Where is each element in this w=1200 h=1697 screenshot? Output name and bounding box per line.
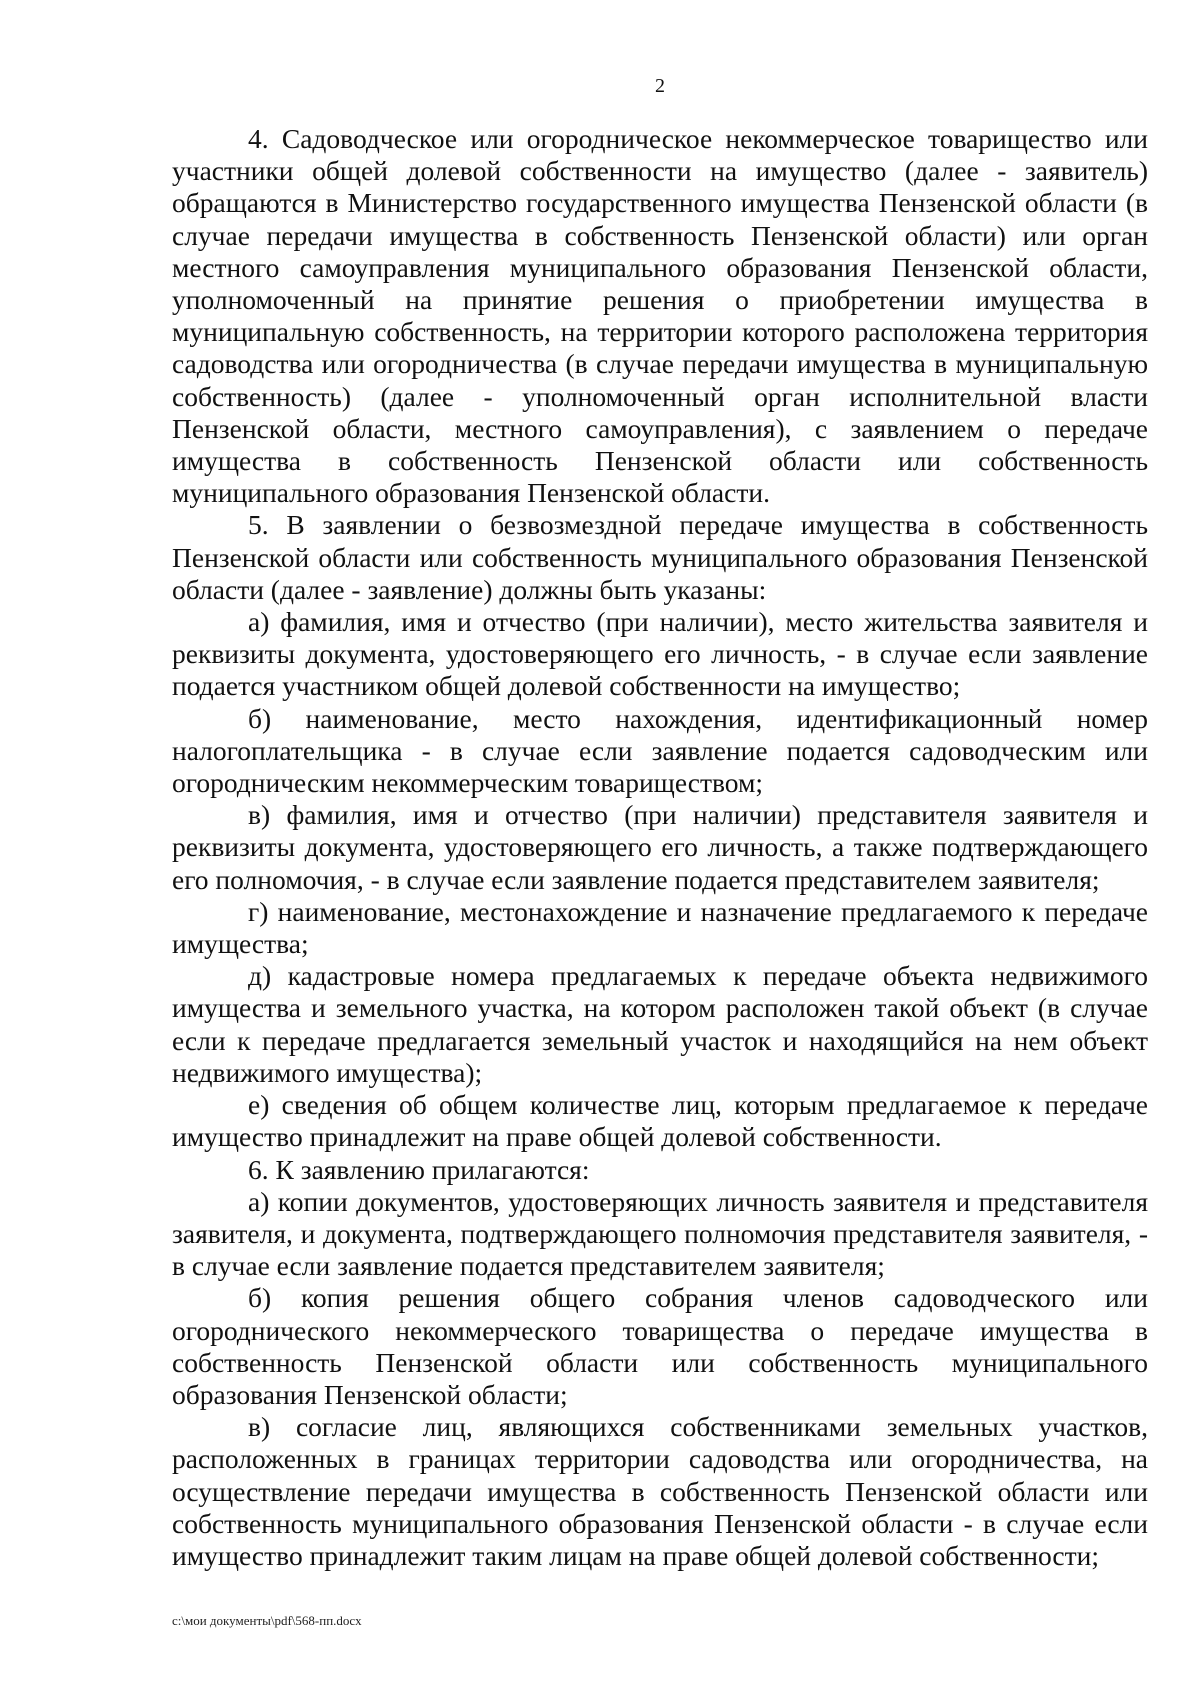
paragraph-4: 4. Садоводческое или огородническое некоммерческое товарищество или участники общей долевой собственности на имущество (далее - заявитель) обращаются в Министерство государственного имущества Пензенской области (в случае передачи имущества в собственность Пензенской области) или орган местного самоуправления муниципального образования Пензенской области, уполномоченный на принятие решения о приобретении имущества в муниципальную собственность, на территории которого расположена территория садоводства или огородничества (в случае передачи имущества в муниципальную собственность) (далее - уполномоченный орган исполнительной власти Пензенской области, местного самоуправления), с заявлением о передаче имущества в собственность Пензенской области или собственность муниципального образования Пензенской области. xyxy=(172,123,1148,509)
paragraph-6-item-a: а) копии документов, удостоверяющих личность заявителя и представителя заявителя, и документа, подтверждающего полномочия представителя заявителя, - в случае если заявление подается представителем заявителя; xyxy=(172,1185,1148,1282)
document-body xyxy=(172,123,1148,1572)
paragraph-5-item-a: а) фамилия, имя и отчество (при наличии), место жительства заявителя и реквизиты документа, удостоверяющего его личность, - в случае если заявление подается участником общей долевой собственности на имущество; xyxy=(172,606,1148,702)
paragraph-6-item-v: в) согласие лиц, являющихся собственниками земельных участков, расположенных в границах территории садоводства или огородничества, на осуществление передачи имущества в собственность Пензенской области или собственность муниципального образования Пензенской области - в случае если имущество принадлежит таким лицам на праве общей долевой собственности; xyxy=(172,1411,1148,1571)
paragraph-5-item-d: д) кадастровые номера предлагаемых к передаче объекта недвижимого имущества и земельного участка, на котором расположен такой объект (в случае если к передаче предлагается земельный участок и находящийся на нем объект недвижимого имущества); xyxy=(172,960,1148,1088)
paragraph-5-item-v: в) фамилия, имя и отчество (при наличии) представителя заявителя и реквизиты документа, удостоверяющего его личность, а также подтверждающего его полномочия, - в случае если заявление подается представителем заявителя; xyxy=(172,799,1148,895)
paragraph-5-item-e: е) сведения об общем количестве лиц, которым предлагаемое к передаче имущество принадлежит на праве общей долевой собственности. xyxy=(172,1089,1148,1153)
footer-file-path: c:\мои документы\pdf\568-пп.docx xyxy=(172,1613,362,1628)
page-number: 2 xyxy=(655,75,665,97)
paragraph-6: 6. К заявлению прилагаются: xyxy=(248,1153,590,1185)
paragraph-6-item-b: б) копия решения общего собрания членов садоводческого или огороднического некоммерческого товарищества о передаче имущества в собственность Пензенской области или собственность муниципального образования Пензенской области; xyxy=(172,1282,1148,1410)
paragraph-5: 5. В заявлении о безвозмездной передаче имущества в собственность Пензенской области или собственность муниципального образования Пензенской области (далее - заявление) должны быть указаны: xyxy=(172,509,1148,605)
paragraph-5-item-g: г) наименование, местонахождение и назначение предлагаемого к передаче имущества; xyxy=(172,895,1148,960)
paragraph-5-item-b: б) наименование, место нахождения, идентификационный номер налогоплательщика - в случае если заявление подается садоводческим или огородническим некоммерческим товариществом; xyxy=(172,702,1148,799)
